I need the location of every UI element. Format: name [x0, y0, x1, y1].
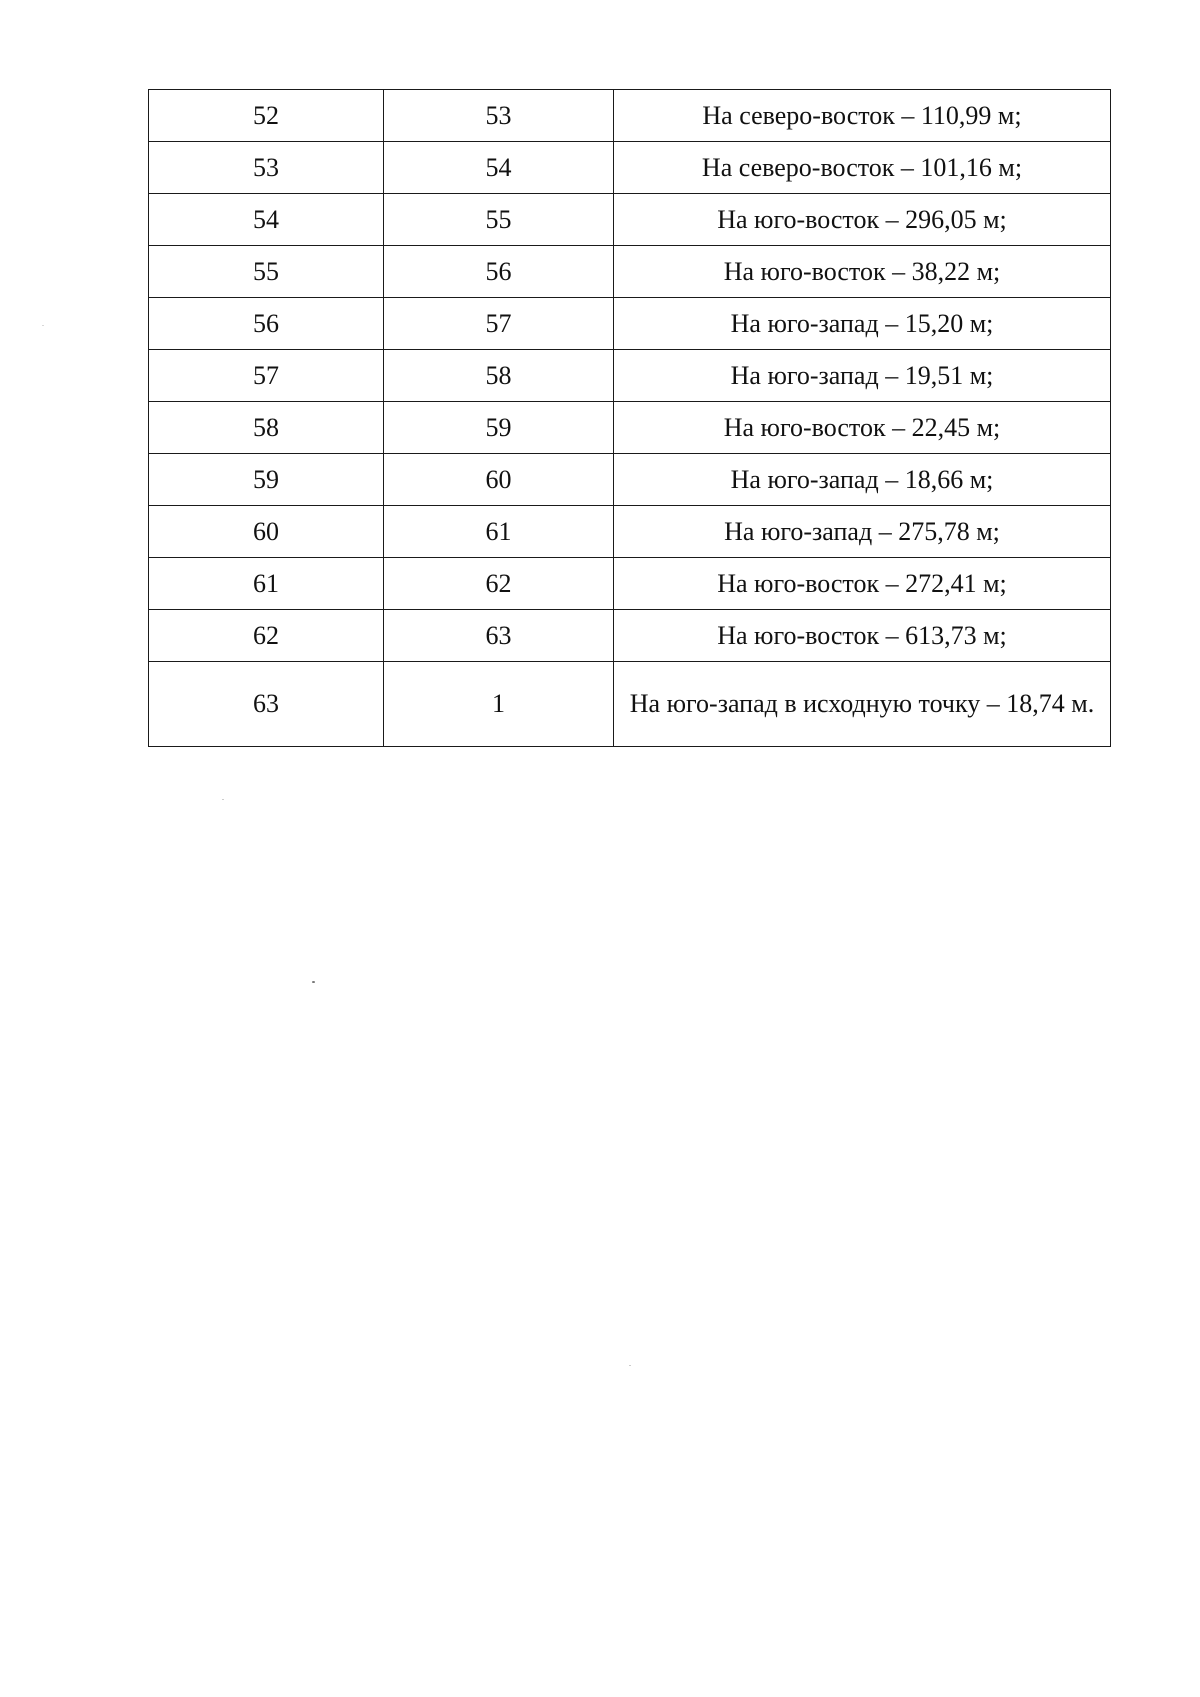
from-point-cell: 59 [149, 454, 384, 506]
table-row [149, 194, 1111, 246]
to-point-cell: 59 [384, 402, 614, 454]
to-point-cell: 54 [384, 142, 614, 194]
to-point-cell: 58 [384, 350, 614, 402]
table-row [149, 506, 1111, 558]
from-point-cell: 55 [149, 246, 384, 298]
from-point-cell: 58 [149, 402, 384, 454]
direction-distance-cell: На северо-восток – 101,16 м; [614, 142, 1111, 194]
table-row [149, 662, 1111, 747]
direction-distance-cell: На юго-запад – 19,51 м; [614, 350, 1111, 402]
to-point-cell: 57 [384, 298, 614, 350]
to-point-cell: 55 [384, 194, 614, 246]
direction-distance-cell: На юго-запад – 15,20 м; [614, 298, 1111, 350]
direction-distance-cell: На юго-запад в исходную точку – 18,74 м. [614, 662, 1111, 747]
from-point-cell: 56 [149, 298, 384, 350]
direction-distance-cell: На юго-восток – 613,73 м; [614, 610, 1111, 662]
table-row [149, 350, 1111, 402]
direction-distance-cell: На юго-запад – 275,78 м; [614, 506, 1111, 558]
from-point-cell: 61 [149, 558, 384, 610]
table-row [149, 298, 1111, 350]
from-point-cell: 60 [149, 506, 384, 558]
table-row [149, 90, 1111, 142]
to-point-cell: 1 [384, 662, 614, 747]
scan-speck [312, 981, 315, 983]
to-point-cell: 60 [384, 454, 614, 506]
from-point-cell: 63 [149, 662, 384, 747]
from-point-cell: 57 [149, 350, 384, 402]
to-point-cell: 53 [384, 90, 614, 142]
from-point-cell: 54 [149, 194, 384, 246]
scan-speck [222, 799, 224, 800]
table-row [149, 454, 1111, 506]
table-row [149, 558, 1111, 610]
scan-speck [629, 1365, 631, 1366]
direction-distance-cell: На юго-восток – 38,22 м; [614, 246, 1111, 298]
direction-distance-cell: На юго-запад – 18,66 м; [614, 454, 1111, 506]
to-point-cell: 61 [384, 506, 614, 558]
to-point-cell: 63 [384, 610, 614, 662]
to-point-cell: 56 [384, 246, 614, 298]
to-point-cell: 62 [384, 558, 614, 610]
table-row [149, 610, 1111, 662]
from-point-cell: 52 [149, 90, 384, 142]
table-row [149, 142, 1111, 194]
direction-distance-cell: На юго-восток – 22,45 м; [614, 402, 1111, 454]
scan-speck [42, 325, 44, 326]
table-row [149, 246, 1111, 298]
from-point-cell: 62 [149, 610, 384, 662]
direction-distance-cell: На юго-восток – 272,41 м; [614, 558, 1111, 610]
boundary-segments-table [148, 89, 1111, 747]
direction-distance-cell: На северо-восток – 110,99 м; [614, 90, 1111, 142]
from-point-cell: 53 [149, 142, 384, 194]
table-row [149, 402, 1111, 454]
direction-distance-cell: На юго-восток – 296,05 м; [614, 194, 1111, 246]
